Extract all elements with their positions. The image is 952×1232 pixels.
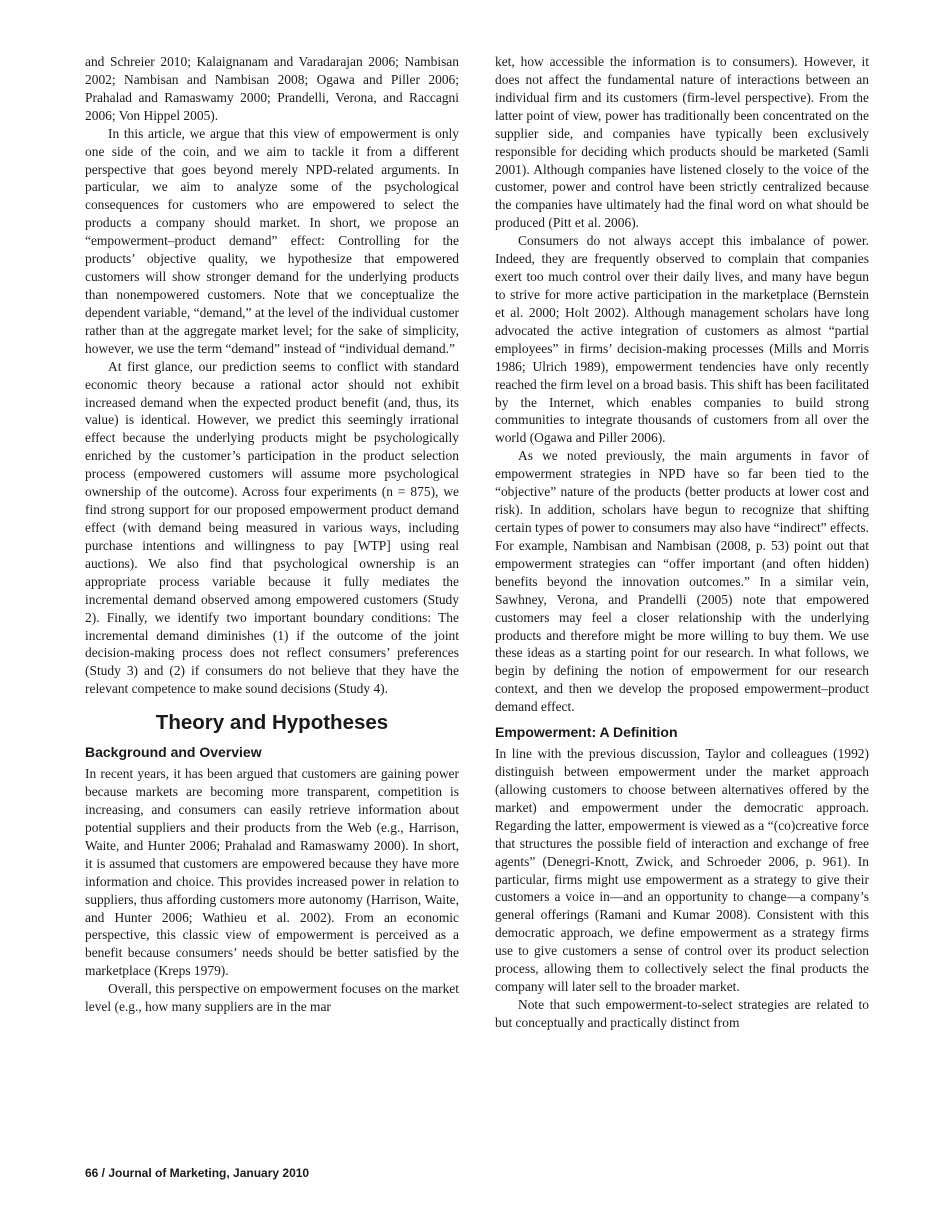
page-footer: 66 / Journal of Marketing, January 2010 [85,1166,310,1180]
paragraph: Consumers do not always accept this imbalance of power. Indeed, they are frequently observed to complain that companies exert too much control over their daily lives, and many have begun to strive for more active participation in the marketplace (Bernstein et al. 2000; Holt 2002). Although management scholars have long advocated the active integration of customers as almost “partial employees” in firms’ decision-making processes (Mills and Morris 1986; Ulrich 1989), empowerment tendencies have only recently reached the firm level on a broad basis. This shift has been facilitated by the Internet, which enables companies to build strong communities to integrate thousands of customers from all over the world (Ogawa and Piller 2006). [495,233,869,446]
paragraph: In line with the previous discussion, Taylor and colleagues (1992) distinguish between empowerment under the market approach (allowing customers to choose between alternatives offered by the market) and empowerment under the democratic approach. Regarding the latter, empowerment is viewed as a “(co)creative force that structures the possible field of interaction and exchange of free agents” (Denegri-Knott, Zwick, and Schroeder 2006, p. 961). In particular, firms might use empowerment as a strategy to give their customers a voice in—and an opportunity to change—a company’s general offerings (Ramani and Kumar 2008). Consistent with this democratic approach, we define empowerment as a strategy firms use to give customers a sense of control over its product selection process, allowing them to collectively select the final products the company will later sell to the broader market. [495,746,869,995]
subsection-heading: Empowerment: A Definition [495,724,678,741]
paragraph: ket, how accessible the information is to consumers). However, it does not affect the fundamental nature of interactions between an individual firm and its customers (firm-level perspective). From the latter point of view, power has traditionally been concentrated on the supplier side, and companies have typically been exclusively responsible for deciding which products should be marketed (Samli 2001). Although companies have listened closely to the voice of the customer, power and control have been strictly centralized because the companies have ultimately had the final word on what should be produced (Pitt et al. 2006). [495,54,869,231]
paragraph: Note that such empowerment-to-select strategies are related to but conceptually and practically distinct from [495,997,869,1030]
paragraph: At first glance, our prediction seems to conflict with standard economic theory because a rational actor should not exhibit increased demand when the expected product benefit (and, thus, its value) is identical. However, we predict this seemingly irrational effect because the underlying products might be psychologically enriched by the customer’s participation in the product selection process (empowered customers will assume more psychological ownership of the outcome). Across four experiments (n = 875), we find strong support for our proposed empowerment product demand effect (with demand being measured in various ways, including purchase intentions and willingness to pay [WTP] using real auctions). We also find that psychological ownership is an appropriate process variable because it fully mediates the incremental demand observed among empowered customers (Study 2). Finally, we identify two important boundary conditions: The incremental demand diminishes (1) if the outcome of the joint decision-making process does not reflect consumers’ preferences (Study 3) and (2) if consumers do not believe that they have the relevant competence to make sound decisions (Study 4). [85,358,459,697]
paragraph: and Schreier 2010; Kalaignanam and Varadarajan 2006; Nambisan 2002; Nambisan and Nambisan 2008; Ogawa and Piller 2006; Prahalad and Ramaswamy 2000; Prandelli, Verona, and Raccagni 2006; Von Hippel 2005). [85,54,459,123]
right-column [495,53,869,1032]
paragraph: In this article, we argue that this view of empowerment is only one side of the coin, and we aim to tackle it from a different perspective that goes beyond merely NPD-related arguments. In particular, we aim to analyze some of the psychological consequences for customers who are empowered to select the products a company should market. In short, we propose an “empowerment–product demand” effect: Controlling for the products’ objective quality, we hypothesize that empowered customers will show stronger demand for the underlying products than nonempowered customers. Note that we conceptualize the dependent variable, “demand,” at the level of the individual customer rather than at the aggregate market level; for the sake of simplicity, however, we use the term “demand” instead of “individual demand.” [85,125,459,356]
left-column [85,53,459,1016]
paragraph: As we noted previously, the main arguments in favor of empowerment strategies in NPD have so far been tied to the “objective” nature of the products (better products at lower cost and risk). In addition, scholars have begun to recognize that shifting certain types of power to consumers may also have “indirect” effects. For example, Nambisan and Nambisan (2008, p. 53) point out that empowerment strategies can “offer important (and often hidden) benefits beyond the innovation outcomes.” In a similar vein, Sawhney, Verona, and Prandelli (2005) note that empowered customers may feel a closer relationship with the underlying products and therefore might be more willing to buy them. We use these ideas as a starting point for our research. In what follows, we begin by defining the notion of empowerment for our research context, and then we develop the proposed empowerment–product demand effect. [495,448,869,715]
paragraph: In recent years, it has been argued that customers are gaining power because markets are becoming more transparent, competition is increasing, and consumers can easily retrieve information about potential suppliers and their products from the Web (e.g., Harrison, Waite, and Hunter 2006; Prahalad and Ramaswamy 2000). In short, it is assumed that customers are empowered because they have more information and choice. This provides increased power in relation to suppliers, thus affording customers more autonomy (Harrison, Waite, and Hunter 2006; Wathieu et al. 2002). From an economic perspective, this classic view of empowerment is perceived as a benefit because consumers’ needs should be better satisfied by the marketplace (Kreps 1979). [85,766,459,979]
paragraph: Overall, this perspective on empowerment focuses on the market level (e.g., how many suppliers are in the mar [85,981,459,1015]
section-heading: Theory and Hypotheses [155,711,389,735]
subsection-heading: Background and Overview [85,744,262,761]
